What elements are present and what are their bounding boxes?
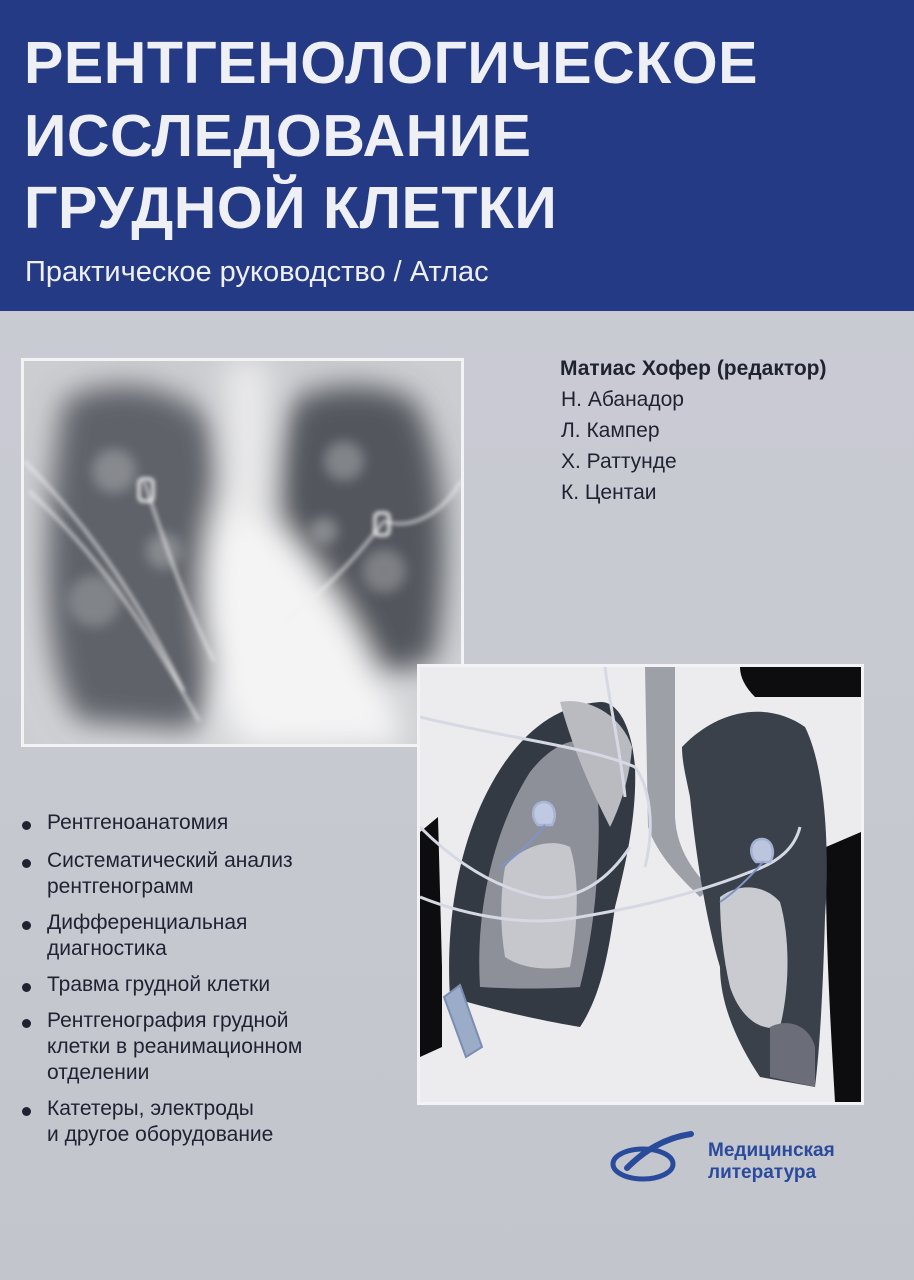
publisher-logo bbox=[605, 1128, 875, 1188]
bullet-icon bbox=[22, 921, 31, 930]
feature-text: и другое оборудование bbox=[47, 1123, 274, 1146]
list-item bbox=[22, 1008, 302, 1086]
feature-text: отделении bbox=[47, 1061, 150, 1084]
features-list bbox=[22, 810, 302, 1148]
feature-text: Дифференциальная bbox=[47, 911, 248, 934]
feature-text: Травма грудной клетки bbox=[47, 973, 271, 996]
author-name: Н. Абанадор bbox=[561, 388, 684, 411]
publisher-name-line: Медицинская bbox=[708, 1140, 835, 1161]
list-item bbox=[22, 1096, 302, 1148]
subtitle: Практическое руководство / Атлас bbox=[25, 256, 489, 288]
bullet-icon bbox=[22, 1107, 31, 1116]
feature-text: Рентгеноанатомия bbox=[47, 811, 229, 834]
publisher-swoosh-icon bbox=[605, 1128, 697, 1188]
title-line-1: РЕНТГЕНОЛОГИЧЕСКОЕ bbox=[24, 30, 758, 96]
publisher-name bbox=[708, 1140, 835, 1184]
author-name: Л. Кампер bbox=[561, 419, 660, 442]
editor-name: Матиас Хофер (редактор) bbox=[560, 357, 827, 380]
feature-text: клетки в реанимационном bbox=[47, 1035, 303, 1058]
title-line-2: ИССЛЕДОВАНИЕ bbox=[24, 103, 532, 169]
bullet-icon bbox=[22, 1019, 31, 1028]
author-name: К. Центаи bbox=[561, 481, 657, 504]
title-line-3: ГРУДНОЙ КЛЕТКИ bbox=[24, 175, 558, 241]
chest-xray-illustration bbox=[24, 361, 461, 744]
list-item bbox=[22, 910, 302, 962]
feature-text: Катетеры, электроды bbox=[47, 1097, 254, 1120]
feature-text: Рентгенография грудной bbox=[47, 1009, 289, 1032]
title-banner bbox=[0, 0, 914, 311]
feature-text: рентгенограмм bbox=[47, 875, 194, 898]
list-item bbox=[22, 972, 302, 998]
bullet-icon bbox=[22, 983, 31, 992]
publisher-name-line: литература bbox=[708, 1162, 817, 1183]
list-item bbox=[22, 848, 302, 900]
author-name: Х. Раттунде bbox=[561, 450, 677, 473]
feature-text: диагностика bbox=[47, 937, 167, 960]
bullet-icon bbox=[22, 821, 31, 830]
list-item bbox=[22, 810, 302, 836]
chest-xray-image bbox=[21, 358, 464, 747]
lung-schematic-illustration bbox=[420, 667, 861, 1102]
feature-text: Систематический анализ bbox=[47, 849, 293, 872]
lung-schematic-diagram bbox=[417, 664, 864, 1105]
bullet-icon bbox=[22, 859, 31, 868]
authors-block bbox=[560, 357, 827, 512]
